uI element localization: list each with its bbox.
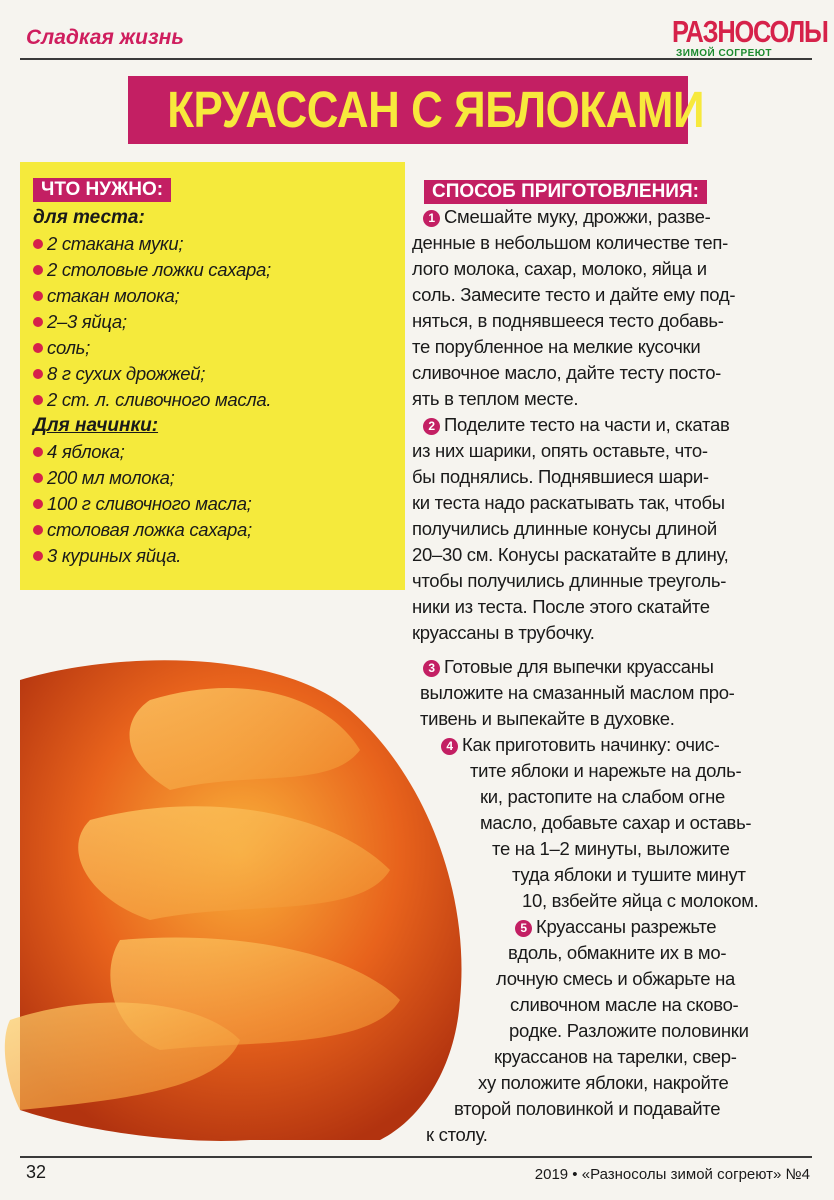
list-item: 200 мл молока;	[33, 465, 403, 491]
bullet-icon	[33, 343, 43, 353]
method-line: тивень и выпекайте в духовке.	[420, 708, 675, 729]
method-line: круассаны в трубочку.	[412, 622, 595, 643]
bullet-icon	[33, 291, 43, 301]
method-line: ки теста надо раскатывать так, чтобы	[412, 492, 725, 513]
method-line: вдоль, обмакните их в мо-	[508, 942, 727, 963]
dough-list	[33, 231, 403, 413]
filling-label: Для начинки:	[33, 415, 159, 436]
list-item: 2 ст. л. сливочного масла.	[33, 387, 403, 413]
method-line: тите яблоки и нарежьте на доль-	[470, 760, 742, 781]
issue-info: 2019 • «Разносолы зимой согреют» №4	[534, 1166, 810, 1183]
method-line: 3 Готовые для выпечки круассаны	[423, 654, 714, 680]
list-item: 4 яблока;	[33, 439, 403, 465]
list-item: стакан молока;	[33, 283, 403, 309]
section-rubric: Сладкая жизнь	[26, 26, 184, 49]
method-line: ники из теста. После этого скатайте	[412, 596, 710, 617]
method-line: лого молока, сахар, молоко, яйца и	[412, 258, 707, 279]
method-line: из них шарики, опять оставьте, что-	[412, 440, 708, 461]
ingredients-list	[33, 205, 403, 569]
list-item: столовая ложка сахара;	[33, 517, 403, 543]
method-line: второй половинкой и подавайте	[454, 1098, 721, 1119]
bullet-icon	[33, 265, 43, 275]
method-line: ять в теплом месте.	[412, 388, 579, 409]
recipe-title: КРУАССАН С ЯБЛОКАМИ	[167, 81, 705, 138]
page-number: 32	[26, 1162, 47, 1182]
method-line: лочную смесь и обжарьте на	[496, 968, 735, 989]
croissant-photo	[0, 640, 470, 1160]
bullet-icon	[33, 395, 43, 405]
dough-label: для теста:	[33, 207, 145, 228]
footer-rule	[20, 1156, 812, 1158]
list-item: 2 столовые ложки сахара;	[33, 257, 403, 283]
bullet-icon	[33, 317, 43, 327]
method-line: 2 Поделите тесто на части и, скатав	[423, 412, 729, 438]
method-line: ки, растопите на слабом огне	[480, 786, 725, 807]
list-item: 8 г сухих дрожжей;	[33, 361, 403, 387]
method-line: ху положите яблоки, накройте	[478, 1072, 729, 1093]
method-line: 10, взбейте яйца с молоком.	[522, 890, 759, 911]
filling-list	[33, 439, 403, 569]
method-line: бы поднялись. Поднявшиеся шари-	[412, 466, 709, 487]
list-item: соль;	[33, 335, 403, 361]
method-line: 5 Круассаны разрежьте	[515, 914, 716, 940]
bullet-icon	[33, 551, 43, 561]
method-line: родке. Разложите половинки	[509, 1020, 749, 1041]
method-line: к столу.	[426, 1124, 488, 1145]
step-number-icon: 3	[423, 660, 440, 677]
method-line: выложите на смазанный маслом про-	[420, 682, 735, 703]
magazine-logo	[672, 14, 828, 62]
bullet-icon	[33, 525, 43, 535]
bullet-icon	[33, 447, 43, 457]
list-item: 3 куриных яйца.	[33, 543, 403, 569]
method-heading: СПОСОБ ПРИГОТОВЛЕНИЯ:	[424, 180, 707, 204]
method-line: 20–30 см. Конусы раскатайте в длину,	[412, 544, 729, 565]
method-line: масло, добавьте сахар и оставь-	[480, 812, 752, 833]
method-line: няться, в поднявшееся тесто добавь-	[412, 310, 724, 331]
method-line: получились длинные конусы длиной	[412, 518, 717, 539]
method-line: денные в небольшом количестве теп-	[412, 232, 728, 253]
bullet-icon	[33, 239, 43, 249]
title-banner	[128, 76, 705, 144]
method-line: сливочное масло, дайте тесту посто-	[412, 362, 722, 383]
list-item: 2 стакана муки;	[33, 231, 403, 257]
method-line: сливочном масле на сково-	[510, 994, 739, 1015]
bullet-icon	[33, 499, 43, 509]
logo-main-text: РАЗНОСОЛЫ	[672, 14, 828, 49]
method-line: те на 1–2 минуты, выложите	[492, 838, 730, 859]
method-line: те порубленное на мелкие кусочки	[412, 336, 701, 357]
step-number-icon: 4	[441, 738, 458, 755]
step-number-icon: 2	[423, 418, 440, 435]
ingredients-heading: ЧТО НУЖНО:	[33, 178, 171, 202]
list-item: 2–3 яйца;	[33, 309, 403, 335]
method-line: 1 Смешайте муку, дрожжи, разве-	[423, 204, 710, 230]
step-number-icon: 5	[515, 920, 532, 937]
bullet-icon	[33, 473, 43, 483]
method-line: 4 Как приготовить начинку: очис-	[441, 732, 720, 758]
method-line: чтобы получились длинные треуголь-	[412, 570, 727, 591]
list-item: 100 г сливочного масла;	[33, 491, 403, 517]
method-line: соль. Замесите тесто и дайте ему под-	[412, 284, 736, 305]
method-line: круассанов на тарелки, свер-	[494, 1046, 737, 1067]
bullet-icon	[33, 369, 43, 379]
logo-sub-text: ЗИМОЙ СОГРЕЮТ	[676, 48, 772, 59]
method-line: туда яблоки и тушите минут	[512, 864, 746, 885]
step-number-icon: 1	[423, 210, 440, 227]
